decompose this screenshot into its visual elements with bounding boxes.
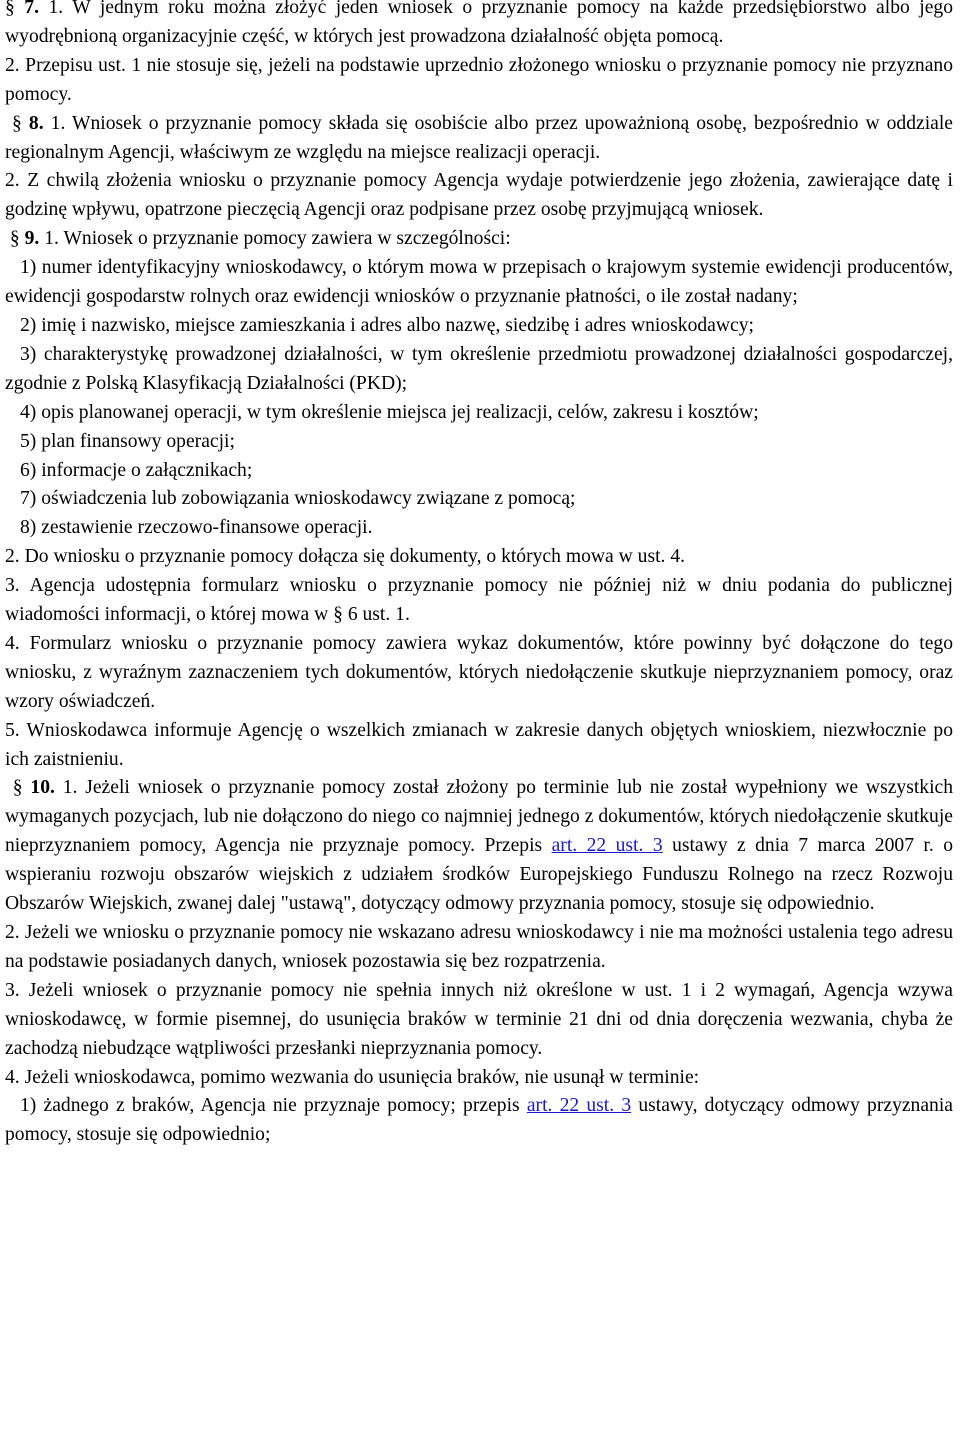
section-10-paragraph-2: 2. Jeżeli we wniosku o przyznanie pomocy nie wskazano adresu wnioskodawcy i nie ma możności ustalenia tego adresu na podstawie posiadanych danych, wniosek pozostawia się bez rozpatrzenia.: [5, 922, 953, 972]
list-item: 5) plan finansowy operacji;: [20, 430, 235, 452]
section-9-paragraph-3: 3. Agencja udostępnia formularz wniosku o przyznanie pomocy nie później niż w dniu podania do publicznej wiadomości informacji, o której mowa w § 6 ust. 1.: [5, 575, 953, 626]
section-7-paragraph-2: 2. Przepisu ust. 1 nie stosuje się, jeżeli na podstawie uprzednio złożonego wniosku o przyznanie pomocy nie przyznano pomocy.: [5, 54, 953, 105]
legal-reference-link[interactable]: art. 22 ust. 3: [526, 1095, 632, 1117]
paragraph-text: 1. Wniosek o przyznanie pomocy składa się osobiście albo przez upoważnioną osobę, bezpośrednio w oddziale regionalnym Agencji, właściwym ze względu na miejsce realizacji operacji.: [5, 112, 954, 163]
section-number: 9.: [24, 228, 40, 250]
section-10-paragraph-3: 3. Jeżeli wniosek o przyznanie pomocy nie spełnia innych niż określone w ust. 1 i 2 wymagań, Agencja wzywa wnioskodawcę, w formie pisemnej, do usunięcia braków w terminie 21 dni od dnia doręczenia wezwania, chyba że zachodzą niebudzące wątpliwości przesłanki nieprzyznania pomocy.: [5, 979, 953, 1059]
paragraph-text: 1. W jednym roku można złożyć jeden wniosek o przyznanie pomocy na każde przedsiębiorstwo albo jego wyodrębnioną organizacyjnie część, w których jest prowadzona działalność objęta pomocą.: [5, 0, 953, 47]
list-item: 8) zestawienie rzeczowo-finansowe operacji.: [20, 517, 373, 539]
legal-reference-link[interactable]: art. 22 ust. 3: [551, 835, 663, 857]
section-9-paragraph-4: 4. Formularz wniosku o przyznanie pomocy zawiera wykaz dokumentów, które powinny być dołączone do tego wniosku, z wyraźnym zaznaczeniem tych dokumentów, których niedołączenie skutkuje nieprzyznaniem pomocy, oraz wzory oświadczeń.: [5, 632, 953, 712]
section-9-paragraph-5: 5. Wnioskodawca informuje Agencję o wszelkich zmianach w zakresie danych objętych wnioskiem, niezwłocznie po ich zaistnieniu.: [5, 719, 953, 770]
section-number: 7.: [24, 0, 39, 18]
section-number: 8.: [28, 112, 44, 134]
section-9-paragraph-1: § 9. 1. Wniosek o przyznanie pomocy zawiera w szczególności:: [5, 228, 511, 250]
paragraph-text: 1. Jeżeli wniosek o przyznanie pomocy został złożony po terminie lub nie został wypełniony we wszystkich wymaganych pozycjach, lub nie dołączono do niego co najmniej jednego z dokumentów, których niedołączenie skutkuje nieprzyznaniem pomocy, Agencja nie przyznaje pomocy. Przepis: [5, 777, 954, 857]
paragraph-text: ustawy z dnia 7 marca 2007 r. o wspieraniu rozwoju obszarów wiejskich z udziałem środków Europejskiego Funduszu Rolnego na rzecz Rozwoju Obszarów Wiejskich, zwanej dalej "ustawą", dotyczący odmowy przyznania pomocy, stosuje się odpowiednio.: [5, 835, 953, 915]
list-item: 6) informacje o załącznikach;: [20, 459, 253, 481]
regulation-text: [5, 0, 953, 1150]
list-item-text: ustawy, dotyczący odmowy przyznania pomocy, stosuje się odpowiednio;: [5, 1095, 953, 1146]
section-number: 10.: [30, 777, 55, 799]
list-item: 3) charakterystykę prowadzonej działalności, w tym określenie przedmiotu prowadzonej działalności gospodarczej, zgodnie z Polską Klasyfikacją Działalności (PKD);: [5, 343, 953, 394]
list-item: 1) numer identyfikacyjny wnioskodawcy, o którym mowa w przepisach o krajowym systemie ewidencji producentów, ewidencji gospodarstw rolnych oraz ewidencji wniosków o przyznanie płatności, o ile został nadany;: [5, 257, 953, 308]
section-7-paragraph-1: § 7. 1. W jednym roku można złożyć jeden wniosek o przyznanie pomocy na każde przedsiębiorstwo albo jego wyodrębnioną organizacyjnie część, w których jest prowadzona działalność objęta pomocą.: [5, 0, 953, 52]
section-10-paragraph-1: § 10. 1. Jeżeli wniosek o przyznanie pomocy został złożony po terminie lub nie został wypełniony we wszystkich wymaganych pozycjach, lub nie dołączono do niego co najmniej jednego z dokumentów, których niedołączenie skutkuje nieprzyznaniem pomocy, Agencja nie przyznaje pomocy. Przepis art. 22 ust. 3 ustawy z dnia 7 marca 2007 r. o wspieraniu rozwoju obszarów wiejskich z udziałem środków Europejskiego Funduszu Rolnego na rzecz Rozwoju Obszarów Wiejskich, zwanej dalej "ustawą", dotyczący odmowy przyznania pomocy, stosuje się odpowiednio.: [5, 777, 954, 915]
list-item: 4) opis planowanej operacji, w tym określenie miejsca jej realizacji, celów, zakresu i kosztów;: [20, 401, 759, 423]
paragraph-text: 1. Wniosek o przyznanie pomocy zawiera w szczególności:: [44, 228, 511, 250]
section-10-paragraph-4: 4. Jeżeli wnioskodawca, pomimo wezwania do usunięcia braków, nie usunął w terminie:: [5, 1066, 700, 1088]
list-item: 2) imię i nazwisko, miejsce zamieszkania i adres albo nazwę, siedzibę i adres wnioskodawcy;: [20, 314, 754, 336]
list-item-text: 1) żadnego z braków, Agencja nie przyznaje pomocy; przepis: [20, 1095, 520, 1117]
section-8-paragraph-1: § 8. 1. Wniosek o przyznanie pomocy składa się osobiście albo przez upoważnioną osobę, bezpośrednio w oddziale regionalnym Agencji, właściwym ze względu na miejsce realizacji operacji.: [5, 112, 954, 163]
list-item: 7) oświadczenia lub zobowiązania wnioskodawcy związane z pomocą;: [20, 488, 576, 510]
section-8-paragraph-2: 2. Z chwilą złożenia wniosku o przyznanie pomocy Agencja wydaje potwierdzenie jego złożenia, zawierające datę i godzinę wpływu, opatrzone pieczęcią Agencji oraz podpisane przez osobę przyjmującą wniosek.: [5, 170, 953, 221]
section-9-paragraph-2: 2. Do wniosku o przyznanie pomocy dołącza się dokumenty, o których mowa w ust. 4.: [5, 546, 686, 568]
list-item: [5, 1092, 953, 1150]
